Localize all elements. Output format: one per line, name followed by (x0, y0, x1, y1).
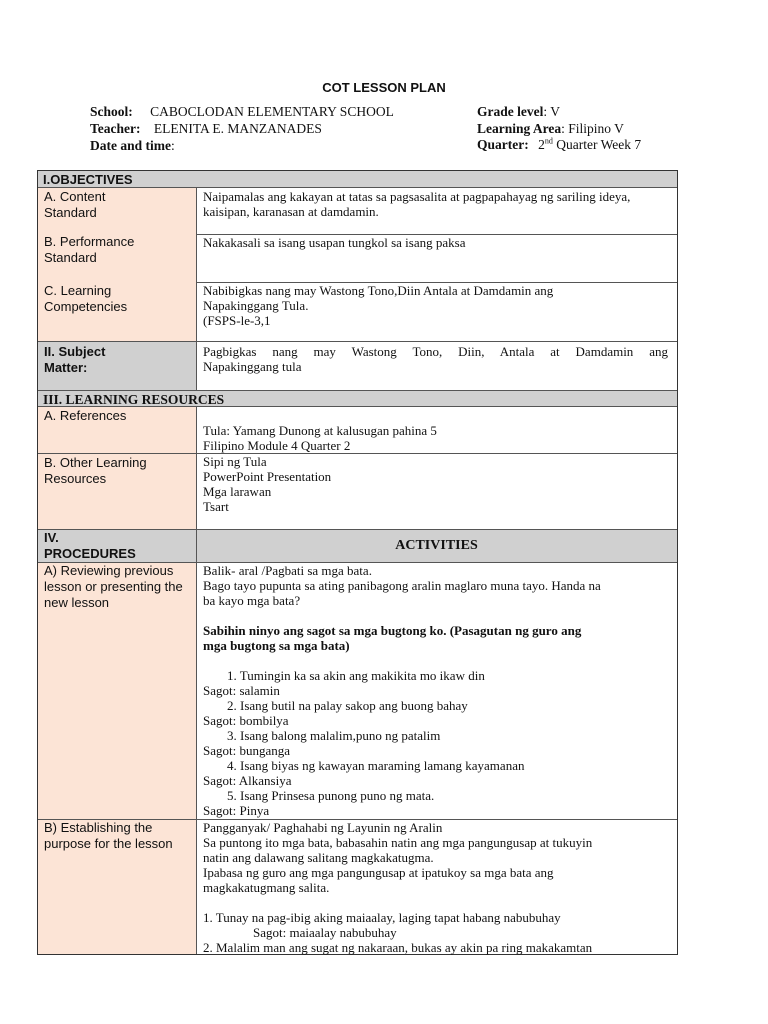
grade-row (477, 104, 560, 120)
grade-label: Grade level (477, 104, 544, 119)
reference-line: Filipino Module 4 Quarter 2 (203, 438, 351, 453)
resource-item: PowerPoint Presentation (203, 469, 332, 484)
learning-competencies-text (203, 283, 668, 328)
procedures-label-bg (38, 562, 196, 954)
resource-item: Mga larawan (203, 484, 272, 499)
riddle-question: 2. Isang butil na palay sakop ang buong bahay (227, 698, 468, 713)
area-value: : Filipino V (561, 121, 624, 136)
riddle-question: 3. Isang balong malalim,puno ng patalim (227, 728, 441, 743)
competency-line: Napakinggang Tula. (203, 298, 309, 313)
subject-line: Napakinggang tula (203, 359, 302, 374)
rhyme-answer: Sagot: maiaalay nabubuhay (253, 925, 397, 940)
subject-matter-label: II. Subject Matter: (44, 344, 106, 375)
content-standard-text: Naipamalas ang kakayan at tatas sa pagsasalita at pagpapahayag ng sariling ideya, kaisipan, karanasan at damdamin. (203, 189, 631, 219)
teacher-label: Teacher: (90, 121, 141, 136)
activity-line: Sa puntong ito mga bata, babasahin natin ang mga pangungusap at tukuyin (203, 835, 593, 850)
subject-matter-text (203, 344, 668, 374)
teacher-value: ELENITA E. MANZANADES (153, 121, 322, 136)
lesson-plan-table (37, 170, 678, 955)
activity-line: natin ang dalawang salitang magkakatugma. (203, 850, 434, 865)
quarter-rest: Quarter Week 7 (552, 137, 642, 152)
procedures-heading: IV. PROCEDURES (44, 530, 136, 561)
date-label: Date and time (90, 138, 171, 153)
other-resources-list (203, 454, 668, 514)
riddle-answer: Sagot: Pinya (203, 803, 270, 818)
objectives-heading-bg (38, 171, 677, 188)
riddle-answer: Sagot: Alkansiya (203, 773, 292, 788)
references-label: A. References (44, 408, 127, 423)
subject-line: Pagbigkas nang may Wastong Tono, Diin, Antala at Damdamin ang (203, 344, 668, 359)
activity-instruction: Sabihin ninyo ang sagot sa mga bugtong ko. (Pasagutan ng guro ang (203, 623, 582, 638)
reference-line: Tula: Yamang Dunong at kalusugan pahina 5 (203, 423, 437, 438)
grade-value: : V (543, 104, 560, 119)
activity-line: Pangganyak/ Paghahabi ng Layunin ng Aralin (203, 820, 443, 835)
riddle-answer: Sagot: bombilya (203, 713, 289, 728)
activity-line: Balik- aral /Pagbati sa mga bata. (203, 563, 372, 578)
teacher-row (90, 121, 322, 137)
riddle-question: 1. Tumingin ka sa akin ang makikita mo ikaw din (227, 668, 485, 683)
school-value: CABOCLODAN ELEMENTARY SCHOOL (150, 104, 394, 119)
school-row (90, 104, 394, 120)
riddle-answer: Sagot: salamin (203, 683, 280, 698)
quarter-num: 2 (538, 137, 545, 152)
objectives-heading: I.OBJECTIVES (43, 172, 133, 187)
date-colon: : (171, 138, 175, 153)
school-label: School: (90, 104, 133, 119)
resources-heading: III. LEARNING RESOURCES (43, 392, 225, 407)
purpose-label: B) Establishing the purpose for the lesson (44, 820, 173, 851)
riddle-question: 5. Isang Prinsesa punong puno ng mata. (227, 788, 435, 803)
reviewing-activity (203, 563, 671, 818)
learning-competencies-label: C. Learning Competencies (44, 283, 128, 314)
purpose-activity (203, 820, 671, 955)
date-row (90, 138, 175, 154)
competency-line: (FSPS-le-3,1 (203, 313, 271, 328)
activity-line: ba kayo mga bata? (203, 593, 301, 608)
quarter-row (477, 137, 641, 153)
area-label: Learning Area (477, 121, 562, 136)
competency-line: Nabibigkas nang may Wastong Tono,Diin Antala at Damdamin ang (203, 283, 554, 298)
doc-title: COT LESSON PLAN (322, 80, 446, 95)
reviewing-label: A) Reviewing previous lesson or presenting the new lesson (44, 563, 183, 610)
performance-standard-label: B. Performance Standard (44, 234, 135, 265)
activity-line: magkakatugmang salita. (203, 880, 330, 895)
activity-instruction: mga bugtong sa mga bata) (203, 638, 350, 653)
activity-line: Bago tayo pupunta sa ating panibagong aralin maglaro muna tayo. Handa na (203, 578, 601, 593)
quarter-sup: nd (544, 136, 553, 146)
resource-item: Sipi ng Tula (203, 454, 267, 469)
rhyme-sentence: 1. Tunay na pag-ibig aking maiaalay, laging tapat habang nabubuhay (203, 910, 561, 925)
quarter-label: Quarter: (477, 137, 529, 152)
references-text (203, 423, 668, 453)
riddle-answer: Sagot: bunganga (203, 743, 291, 758)
riddle-question: 4. Isang biyas ng kawayan maraming lamang kayamanan (227, 758, 525, 773)
activity-line: Ipabasa ng guro ang mga pangungusap at ipatukoy sa mga bata ang (203, 865, 554, 880)
area-row (477, 121, 624, 137)
rhyme-sentence: 2. Malalim man ang sugat ng nakaraan, bukas ay akin pa ring makakamtan (203, 940, 593, 955)
other-resources-label: B. Other Learning Resources (44, 455, 147, 486)
content-standard-label: A. Content Standard (44, 189, 106, 220)
resource-item: Tsart (203, 499, 229, 514)
activities-heading: ACTIVITIES (395, 538, 478, 553)
performance-standard-text: Nakakasali sa isang usapan tungkol sa isang paksa (203, 235, 466, 250)
